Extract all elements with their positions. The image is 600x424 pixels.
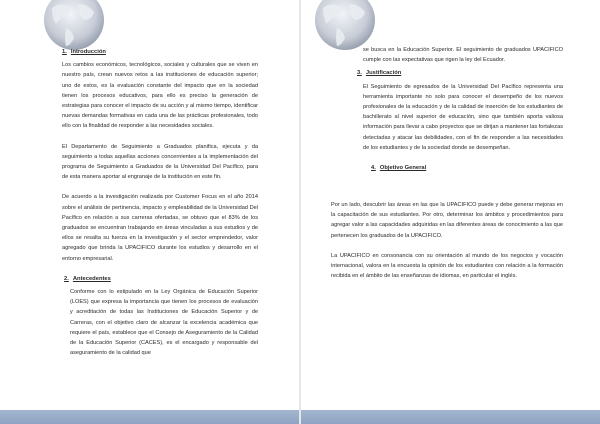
right-page-content (357, 45, 563, 185)
paragraph: El Departamento de Seguimiento a Graduados planifica, ejecuta y da seguimiento a todas aquellas acciones concernientes a la implementación del programa de Seguimiento a Graduados de la Universidad Del Pacífico, para de esta manera aportar al engranaje de la institución en este fin. (62, 143, 258, 181)
left-page (0, 0, 299, 424)
section-title: Justificación (365, 70, 402, 77)
left-page-content (62, 47, 258, 368)
section-title: Objetivo General (379, 165, 427, 172)
continuation-paragraph: se busca en la Educación Superior. El seguimiento de graduados UPACIFICO cumple con las expectativas que rigen la ley del Ecuador. (363, 47, 563, 64)
paragraph: La UPACIFICO en consonancia con su orientación al mundo de los negocios y vocación internacional, valora en la encuesta la opinión de los estudiantes con relación a la formación recibida en el ámbito de las enseñanzas de idiomas, en particular el inglés. (331, 252, 563, 280)
paragraph: Los cambios económicos, tecnológicos, sociales y culturales que se viven en nuestro país, crean nuevos retos a las instituciones de educación superior; uno de estos, es la evaluación constante del impacto que en la sociedad tienen los procesos educativos, para ello es preciso la generación de estrategias para conocer el impacto de su acción y al mismo tiempo, identificar nuevas demandas formativas en cada una de las prácticas profesionales, todo ello con la finalidad de responder a las necesidades sociales. (62, 62, 258, 130)
globe-watermark-icon (38, 0, 110, 54)
section-heading-justificacion (357, 68, 563, 78)
section-heading-antecedentes (62, 274, 258, 284)
section-heading-introduccion (62, 47, 258, 57)
objective-paragraph (331, 200, 563, 291)
paragraph: Por un lado, descubrir las áreas en las que la UPACIFICO puede y debe generar mejoras en la capacitación de sus estudiantes. Por otro, determinar los ámbitos y procedimientos para agregar valor a las capacidades adquiridas en las diferentes áreas de conocimiento a las que pertenecen los graduados de la UPACIFICO. (331, 202, 563, 239)
paragraph: Conforme con lo estipulado en la Ley Orgánica de Educación Superior (LOES) que expresa la importancia que tienen los procesos de evaluación y acreditación de todas las Instituciones de Educación Superior y de Carreras, con el objetivo claro de alcanzar la excelencia académica que requiere el país, establece que el Consejo de Aseguramiento de la Calidad de la Educación Superior (CACES), es el encargado y responsable del aseguramiento de la calidad que (70, 289, 258, 357)
page-footer-bar (0, 410, 299, 424)
section-title: Introducción (70, 49, 106, 55)
section-title: Antecedentes (72, 275, 111, 282)
section-number: 1. (62, 49, 67, 55)
section-number: 4. (371, 165, 376, 172)
right-page (301, 0, 600, 424)
paragraph: El Seguimiento de egresados de la Universidad Del Pacífico representa una herramienta importante no solo para conocer el desempeño de los nuevos profesionales de la educación y de la calidad de inserción de los estudiantes de bachillerato al nivel superior de educación, sino que también aporta valiosa información para llevar a cabo proyectos que se dirijan a mantener las fortalezas detectadas y atacar las debilidades, con el fin de responder a las necesidades de los estudiantes y de la sociedad donde se desempeñan. (363, 83, 563, 151)
section-number: 3. (357, 70, 362, 77)
page-footer-bar (301, 410, 600, 424)
section-number: 2. (64, 275, 69, 282)
section-heading-objetivo-general (363, 163, 563, 173)
paragraph: De acuerdo a la investigación realizada por Customer Focus en el año 2014 sobre el análisis de pertinencia, impacto y empleabilidad de la Universidad Del Pacífico en relación a sus carreras ofertadas, se obtuvo que el 83% de los graduados se encuentran trabajando en áreas vinculadas a sus estudios y de ellos se resalta su fuerza en la investigación y el sector emprendedor, valor agregado que brinda la UPACIFICO durante los estudios y desarrollo en el entorno empresarial. (62, 194, 258, 262)
